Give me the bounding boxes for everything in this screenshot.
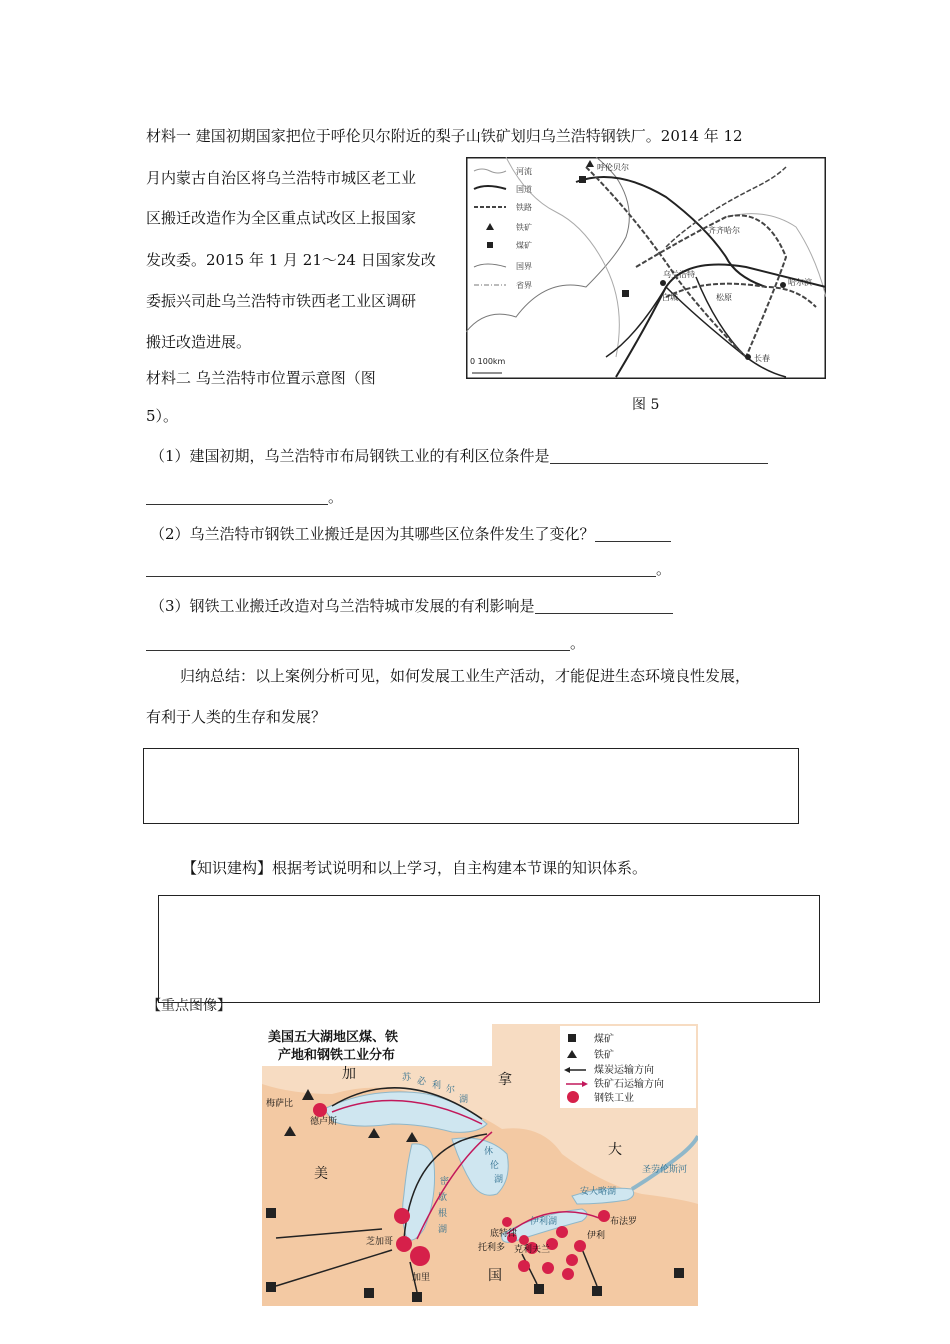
question-2: （2）乌兰浩特市钢铁工业搬迁是因为其哪些区位条件发生了变化？ — [150, 527, 671, 542]
gl-legend-coal: 煤矿 — [594, 1034, 614, 1045]
city-songyuan: 松原 — [716, 293, 732, 302]
figure5-map — [466, 157, 826, 379]
region-na: 拿 — [498, 1072, 512, 1088]
knowledge-prompt: 【知识建构】根据考试说明和以上学习，自主构建本节课的知识体系。 — [182, 859, 648, 877]
coal-icon — [364, 1288, 374, 1298]
lake-erie: 伊利湖 — [530, 1217, 558, 1227]
answer-1b-blank[interactable] — [146, 504, 328, 505]
coal-icon — [412, 1292, 422, 1302]
legend-iron: 铁矿 — [516, 223, 532, 232]
coal-icon — [266, 1208, 276, 1218]
region-jia: 加 — [342, 1066, 356, 1082]
question-3-cont: 。 — [146, 636, 585, 651]
answer-3a-blank[interactable] — [535, 613, 673, 614]
coal-mine-icon — [622, 290, 629, 297]
coal-icon — [568, 1034, 576, 1042]
material2-line1: 材料二 乌兰浩特市位置示意图（图 — [146, 369, 376, 387]
lake-char: 湖 — [438, 1225, 448, 1235]
city-detroit: 底特律 — [490, 1229, 518, 1239]
city-changchun: 长春 — [754, 354, 770, 363]
city-erie: 伊利 — [587, 1231, 606, 1241]
answer-1a-blank[interactable] — [550, 463, 768, 464]
lake-char: 利 — [432, 1081, 442, 1091]
figure5-caption: 图 5 — [632, 397, 660, 413]
city-ulanhot: 乌兰浩特 — [663, 270, 695, 279]
material1-line6: 搬迁改造进展。 — [146, 333, 252, 351]
lake-char: 苏 — [402, 1073, 412, 1083]
legend-highway: 国道 — [516, 185, 532, 194]
lake-char: 根 — [438, 1209, 448, 1219]
key-image-heading: 【重点图像】 — [147, 998, 231, 1014]
city-baicheng: 白城 — [662, 293, 678, 302]
lake-ontario: 安大略湖 — [580, 1187, 617, 1197]
lake-char: 密 — [440, 1177, 450, 1187]
lake-char: 歇 — [438, 1193, 448, 1203]
material2-line2: 5）。 — [146, 407, 179, 425]
answer-3b-blank[interactable] — [146, 650, 570, 651]
region-da: 大 — [608, 1142, 622, 1158]
question-2-cont: 。 — [146, 562, 671, 577]
coal-icon — [266, 1282, 276, 1292]
material1-line4: 发改委。2015 年 1 月 21～24 日国家发改 — [146, 251, 436, 269]
material1-line1: 材料一 建国初期国家把位于呼伦贝尔附近的梨子山铁矿划归乌兰浩特钢铁厂。2014 年 12 — [146, 127, 743, 145]
great-lakes-map — [262, 1024, 698, 1306]
city-cleveland: 克利夫兰 — [514, 1245, 551, 1255]
answer-2b-blank[interactable] — [146, 576, 656, 577]
legend-railway: 铁路 — [516, 203, 532, 212]
city-buffalo: 布法罗 — [610, 1217, 638, 1227]
material1-line5: 委振兴司赴乌兰浩特市铁西老工业区调研 — [146, 292, 417, 310]
gl-legend-iron-transport: 铁矿石运输方向 — [594, 1079, 664, 1090]
lake-char: 伦 — [490, 1161, 500, 1171]
legend-border: 国界 — [516, 262, 532, 271]
gl-title2: 产地和钢铁工业分布 — [278, 1048, 396, 1063]
knowledge-answer-box[interactable] — [158, 895, 820, 1003]
summary-line1: 归纳总结：以上案例分析可见，如何发展工业生产活动，才能促进生态环境良性发展， — [180, 667, 751, 685]
city-harbin: 哈尔滨 — [788, 278, 812, 287]
coal-mine-icon — [579, 176, 586, 183]
material1-line2: 月内蒙古自治区将乌兰浩特市城区老工业 — [146, 169, 417, 187]
lake-char: 尔 — [446, 1085, 456, 1095]
lake-char: 必 — [417, 1077, 427, 1087]
question-1: （1）建国初期，乌兰浩特市布局钢铁工业的有利区位条件是 — [150, 449, 768, 464]
lake-char: 湖 — [494, 1175, 504, 1185]
city-qiqihar: 齐齐哈尔 — [708, 226, 740, 235]
city-duluth: 德卢斯 — [310, 1117, 338, 1127]
city-mesabi: 梅萨比 — [266, 1099, 294, 1109]
question-1-cont: 。 — [146, 490, 343, 505]
st-lawrence: 圣劳伦斯河 — [642, 1165, 688, 1175]
coal-icon — [592, 1286, 602, 1296]
summary-answer-box[interactable] — [143, 748, 799, 824]
question-3: （3）钢铁工业搬迁改造对乌兰浩特城市发展的有利影响是 — [150, 599, 673, 614]
material1-line3: 区搬迁改造作为全区重点试改区上报国家 — [146, 209, 417, 227]
summary-line2: 有利于人类的生存和发展？ — [146, 708, 327, 726]
scale-label: 0 100km — [470, 357, 506, 366]
lake-char: 湖 — [459, 1095, 469, 1105]
legend-province: 省界 — [516, 281, 532, 290]
city-hulunbuir: 呼伦贝尔 — [597, 163, 629, 172]
gl-legend-steel: 钢铁工业 — [594, 1093, 634, 1104]
legend-coal: 煤矿 — [516, 241, 532, 250]
coal-mine-icon — [487, 242, 493, 248]
city-chicago: 芝加哥 — [366, 1237, 394, 1247]
coal-icon — [674, 1268, 684, 1278]
gl-title1: 美国五大湖地区煤、铁 — [268, 1030, 399, 1045]
lake-char: 休 — [484, 1147, 494, 1157]
region-mei: 美 — [314, 1166, 328, 1182]
city-toledo: 托利多 — [478, 1243, 506, 1253]
answer-2a-blank[interactable] — [595, 541, 671, 542]
city-gary: 加里 — [412, 1273, 431, 1283]
coal-icon — [534, 1284, 544, 1294]
gl-legend-coal-transport: 煤炭运输方向 — [594, 1065, 654, 1076]
region-guo: 国 — [488, 1268, 502, 1284]
legend-river: 河流 — [516, 167, 532, 176]
gl-legend-iron: 铁矿 — [594, 1050, 614, 1061]
